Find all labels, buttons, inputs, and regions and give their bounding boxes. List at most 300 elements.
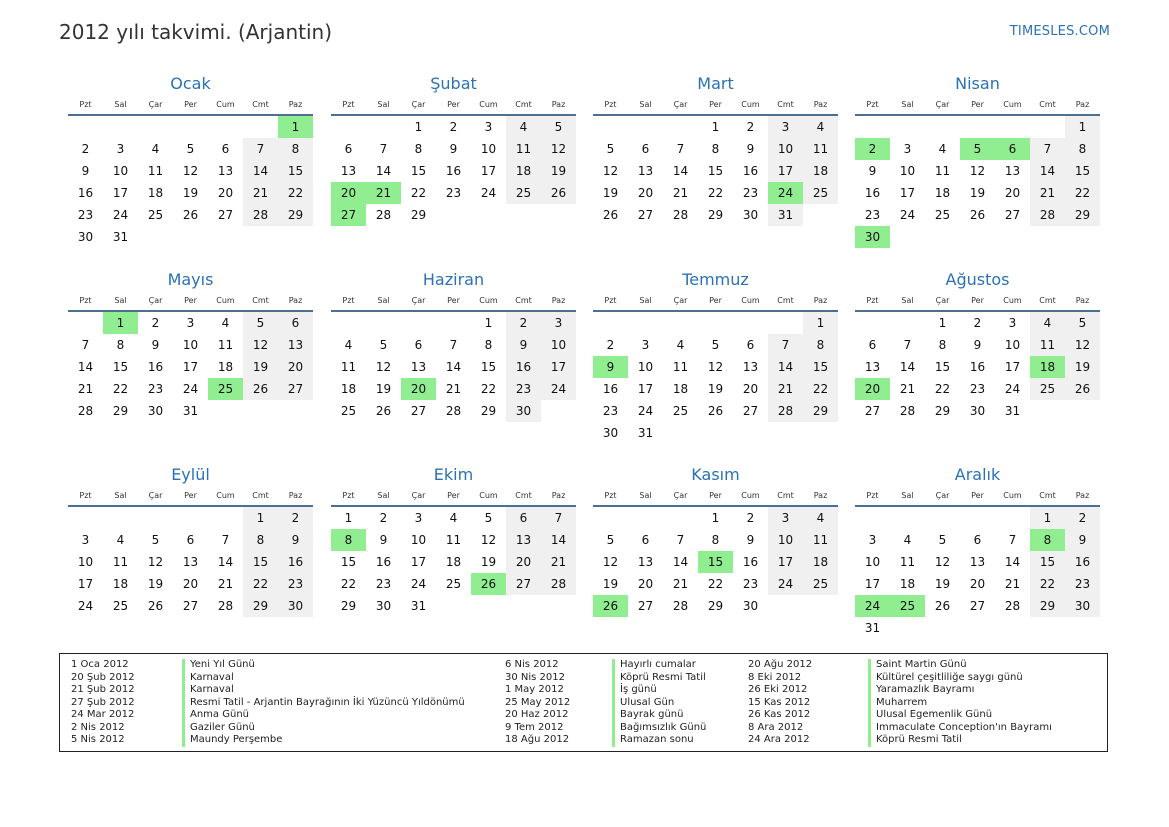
day-cell: 3 (81, 533, 90, 547)
day-cell: 29 (803, 400, 838, 422)
weekday-label: Pzt (866, 296, 879, 305)
day-cell: 4 (344, 338, 353, 352)
holiday-date: 27 Şub 2012 (71, 696, 135, 708)
day-cell: 13 (217, 164, 234, 178)
holiday-day-cell: 20 (401, 378, 436, 400)
empty-cell (243, 116, 278, 138)
holiday-day-cell: 2 (855, 138, 890, 160)
empty-cell (925, 116, 960, 138)
day-cell: 23 (506, 378, 541, 400)
holiday-date: 21 Şub 2012 (71, 684, 135, 695)
day-cell: 29 (278, 204, 313, 226)
day-cell: 21 (243, 182, 278, 204)
day-cell: 15 (803, 356, 838, 378)
empty-cell (995, 116, 1030, 138)
holiday-day-cell: 27 (331, 204, 366, 226)
day-cell: 19 (1065, 356, 1100, 378)
day-cell: 22 (112, 382, 129, 396)
day-cell: 9 (379, 533, 388, 547)
holiday-date: 30 Nis 2012 (505, 671, 565, 683)
day-cell: 27 (410, 404, 427, 418)
day-cell: 25 (147, 208, 164, 222)
holiday-day-cell: 15 (698, 551, 733, 573)
day-cell: 30 (969, 404, 986, 418)
day-cell: 8 (938, 338, 947, 352)
weekday-label: Sal (901, 100, 914, 109)
holiday-day-cell: 25 (890, 595, 925, 617)
day-cell: 15 (480, 360, 497, 374)
day-cell: 11 (445, 533, 462, 547)
weekday-label: Pzt (604, 296, 617, 305)
weekday-label: Sal (639, 491, 652, 500)
empty-cell (663, 312, 698, 334)
holiday-day-cell: 6 (995, 138, 1030, 160)
day-cell: 25 (112, 599, 129, 613)
day-cell: 18 (217, 360, 234, 374)
day-cell: 9 (506, 334, 541, 356)
empty-cell (593, 116, 628, 138)
day-cell: 19 (969, 186, 986, 200)
day-cell: 18 (445, 555, 462, 569)
holiday-day-cell: 1 (103, 312, 138, 334)
day-cell: 4 (506, 116, 541, 138)
day-cell: 9 (81, 164, 90, 178)
day-cell: 5 (186, 142, 195, 156)
weekday-header (855, 487, 1100, 504)
weekday-label: Sal (114, 491, 127, 500)
holiday-date: 20 Ağu 2012 (748, 659, 813, 670)
day-cell: 22 (480, 382, 497, 396)
empty-cell (890, 507, 925, 529)
day-cell: 8 (711, 533, 720, 547)
day-cell: 17 (480, 164, 497, 178)
day-cell: 16 (742, 555, 759, 569)
day-cell: 7 (379, 142, 388, 156)
empty-cell (960, 507, 995, 529)
holiday-name: Ulusal Gün (620, 696, 675, 708)
holiday-name: Saint Martin Günü (876, 659, 967, 670)
day-cell: 12 (602, 555, 619, 569)
month-2 (331, 73, 576, 226)
day-cell: 21 (445, 382, 462, 396)
weekday-label: Cmt (777, 491, 794, 500)
month-name: Mart (697, 74, 734, 93)
holiday-name: Hayırlı cumalar (620, 659, 696, 670)
day-cell: 7 (903, 338, 912, 352)
day-cell: 3 (641, 338, 650, 352)
day-cell: 26 (1065, 378, 1100, 400)
day-cell: 1 (938, 316, 947, 330)
holiday-name: Anma Günü (190, 709, 249, 720)
weekday-header (593, 487, 838, 504)
holiday-name: Karnaval (190, 671, 234, 683)
weekday-label: Cum (1003, 491, 1022, 500)
day-cell: 15 (340, 555, 357, 569)
day-cell: 22 (934, 382, 951, 396)
empty-cell (138, 116, 173, 138)
day-cell: 22 (278, 182, 313, 204)
weekday-label: Çar (411, 100, 426, 109)
day-cell: 23 (742, 577, 759, 591)
day-cell: 7 (676, 142, 685, 156)
weekday-label: Cmt (777, 296, 794, 305)
weekday-label: Çar (411, 491, 426, 500)
day-grid (68, 310, 313, 422)
day-cell: 6 (641, 142, 650, 156)
weekday-label: Çar (935, 491, 950, 500)
weekday-label: Per (709, 296, 722, 305)
empty-cell (331, 116, 366, 138)
day-grid (855, 310, 1100, 422)
weekday-header (331, 292, 576, 309)
day-cell: 16 (375, 555, 392, 569)
day-cell: 16 (602, 382, 619, 396)
empty-cell (208, 116, 243, 138)
day-cell: 29 (243, 595, 278, 617)
day-cell: 14 (445, 360, 462, 374)
day-cell: 30 (77, 230, 94, 244)
day-cell: 19 (602, 577, 619, 591)
weekday-header (855, 292, 1100, 309)
day-cell: 29 (1030, 595, 1065, 617)
day-cell: 4 (449, 511, 458, 525)
weekday-label: Pzt (604, 100, 617, 109)
day-cell: 22 (243, 573, 278, 595)
day-cell: 6 (414, 338, 423, 352)
weekday-label: Sal (901, 296, 914, 305)
weekday-label: Paz (813, 100, 828, 109)
day-cell: 4 (116, 533, 125, 547)
empty-cell (960, 116, 995, 138)
day-cell: 7 (1030, 138, 1065, 160)
day-cell: 17 (541, 356, 576, 378)
day-cell: 16 (147, 360, 164, 374)
weekday-label: Çar (411, 296, 426, 305)
day-cell: 2 (606, 338, 615, 352)
day-cell: 11 (147, 164, 164, 178)
weekday-label: Cum (216, 296, 235, 305)
day-cell: 9 (278, 529, 313, 551)
day-cell: 3 (116, 142, 125, 156)
weekday-label: Pzt (342, 296, 355, 305)
day-cell: 11 (899, 555, 916, 569)
site-link[interactable]: TIMESLES.COM (1009, 24, 1110, 39)
day-cell: 8 (243, 529, 278, 551)
weekday-label: Pzt (866, 100, 879, 109)
empty-cell (68, 507, 103, 529)
day-cell: 20 (217, 186, 234, 200)
day-cell: 13 (637, 555, 654, 569)
holiday-date: 2 Nis 2012 (71, 721, 125, 733)
day-cell: 31 (637, 426, 654, 440)
day-cell: 26 (707, 404, 724, 418)
day-cell: 6 (221, 142, 230, 156)
day-cell: 2 (746, 120, 755, 134)
empty-cell (855, 507, 890, 529)
day-cell: 11 (506, 138, 541, 160)
day-cell: 28 (217, 599, 234, 613)
holiday-name: İş günü (620, 684, 657, 695)
day-cell: 12 (1065, 334, 1100, 356)
day-cell: 15 (410, 164, 427, 178)
day-cell: 16 (864, 186, 881, 200)
day-cell: 30 (506, 400, 541, 422)
day-cell: 7 (1008, 533, 1017, 547)
weekday-label: Paz (813, 491, 828, 500)
weekday-label: Cum (216, 100, 235, 109)
day-cell: 17 (112, 186, 129, 200)
day-cell: 29 (112, 404, 129, 418)
day-cell: 17 (77, 577, 94, 591)
holiday-day-cell: 18 (1030, 356, 1065, 378)
day-cell: 9 (868, 164, 877, 178)
month-11 (593, 464, 838, 617)
month-name: Şubat (430, 74, 477, 93)
month-name: Haziran (422, 270, 485, 289)
weekday-header (68, 96, 313, 113)
day-cell: 18 (147, 186, 164, 200)
day-cell: 12 (147, 555, 164, 569)
day-cell: 18 (803, 160, 838, 182)
holiday-day-cell: 9 (593, 356, 628, 378)
weekday-label: Cmt (1039, 296, 1056, 305)
page-title: 2012 yılı takvimi. (Arjantin) (59, 20, 333, 44)
day-cell: 12 (375, 360, 392, 374)
day-cell: 28 (375, 208, 392, 222)
holiday-date: 6 Nis 2012 (505, 659, 559, 670)
weekday-label: Paz (288, 296, 303, 305)
month-1 (68, 73, 313, 248)
holiday-name: Maundy Perşembe (190, 734, 283, 745)
day-cell: 27 (969, 599, 986, 613)
weekday-label: Sal (901, 491, 914, 500)
day-cell: 19 (375, 382, 392, 396)
day-cell: 19 (707, 382, 724, 396)
day-cell: 18 (803, 551, 838, 573)
day-cell: 21 (77, 382, 94, 396)
empty-cell (1030, 116, 1065, 138)
day-cell: 3 (484, 120, 493, 134)
holiday-names-column (612, 659, 706, 747)
holiday-name: Köprü Resmi Tatil (620, 671, 706, 683)
day-cell: 19 (602, 186, 619, 200)
weekday-label: Çar (148, 491, 163, 500)
day-cell: 30 (1065, 595, 1100, 617)
day-cell: 26 (602, 208, 619, 222)
day-cell: 6 (868, 338, 877, 352)
day-cell: 18 (899, 577, 916, 591)
day-cell: 17 (864, 577, 881, 591)
holiday-date: 8 Ara 2012 (748, 721, 804, 733)
day-cell: 8 (803, 334, 838, 356)
day-cell: 3 (1008, 316, 1017, 330)
day-cell: 25 (340, 404, 357, 418)
day-cell: 10 (112, 164, 129, 178)
day-cell: 1 (484, 316, 493, 330)
day-grid (593, 114, 838, 226)
holiday-name: Immaculate Conception'ın Bayramı (876, 721, 1052, 733)
day-cell: 11 (934, 164, 951, 178)
day-cell: 16 (742, 164, 759, 178)
day-cell: 17 (637, 382, 654, 396)
day-cell: 24 (112, 208, 129, 222)
day-cell: 15 (934, 360, 951, 374)
month-3 (593, 73, 838, 226)
day-cell: 24 (899, 208, 916, 222)
empty-cell (663, 116, 698, 138)
holiday-names-column (182, 659, 465, 747)
day-cell: 10 (1004, 338, 1021, 352)
weekday-label: Cum (1003, 100, 1022, 109)
weekday-header (855, 96, 1100, 113)
day-cell: 15 (243, 551, 278, 573)
holiday-name: Karnaval (190, 684, 234, 695)
weekday-label: Cmt (252, 491, 269, 500)
holiday-date: 1 May 2012 (505, 684, 564, 695)
day-cell: 12 (934, 555, 951, 569)
day-cell: 1 (803, 312, 838, 334)
month-name: Aralık (954, 465, 1001, 484)
empty-cell (855, 312, 890, 334)
empty-cell (366, 116, 401, 138)
day-cell: 3 (768, 507, 803, 529)
day-cell: 6 (344, 142, 353, 156)
day-cell: 24 (77, 599, 94, 613)
day-cell: 28 (672, 208, 689, 222)
empty-cell (436, 312, 471, 334)
weekday-label: Cmt (1039, 100, 1056, 109)
day-cell: 3 (186, 316, 195, 330)
day-cell: 1 (243, 507, 278, 529)
day-cell: 27 (637, 599, 654, 613)
holiday-name: Ulusal Egemenlik Günü (876, 709, 993, 720)
day-cell: 21 (1030, 182, 1065, 204)
holiday-dates-column (748, 659, 812, 747)
month-name: Nisan (955, 74, 1000, 93)
day-cell: 3 (541, 312, 576, 334)
weekday-label: Per (447, 100, 460, 109)
day-cell: 12 (541, 138, 576, 160)
day-cell: 2 (973, 316, 982, 330)
day-cell: 31 (182, 404, 199, 418)
month-name: Ağustos (945, 270, 1010, 289)
weekday-label: Pzt (604, 491, 617, 500)
day-cell: 14 (243, 160, 278, 182)
day-cell: 1 (1030, 507, 1065, 529)
day-cell: 2 (746, 511, 755, 525)
day-cell: 16 (506, 356, 541, 378)
day-cell: 6 (641, 533, 650, 547)
day-cell: 2 (1065, 507, 1100, 529)
day-cell: 21 (672, 186, 689, 200)
empty-cell (768, 312, 803, 334)
day-cell: 3 (903, 142, 912, 156)
day-cell: 6 (186, 533, 195, 547)
empty-cell (593, 312, 628, 334)
day-cell: 29 (934, 404, 951, 418)
day-cell: 20 (1004, 186, 1021, 200)
day-cell: 19 (480, 555, 497, 569)
day-cell: 5 (938, 533, 947, 547)
day-cell: 10 (899, 164, 916, 178)
day-cell: 14 (217, 555, 234, 569)
day-cell: 14 (1030, 160, 1065, 182)
day-cell: 6 (506, 507, 541, 529)
day-grid (68, 505, 313, 617)
month-4 (855, 73, 1100, 248)
holiday-names-column (868, 659, 1052, 747)
day-cell: 14 (899, 360, 916, 374)
day-cell: 25 (445, 577, 462, 591)
day-cell: 29 (1065, 204, 1100, 226)
weekday-label: Pzt (79, 491, 92, 500)
day-cell: 28 (1004, 599, 1021, 613)
weekday-header (593, 96, 838, 113)
day-cell: 4 (903, 533, 912, 547)
day-cell: 20 (506, 551, 541, 573)
day-cell: 1 (711, 511, 720, 525)
day-cell: 18 (112, 577, 129, 591)
day-cell: 30 (602, 426, 619, 440)
weekday-label: Paz (288, 100, 303, 109)
day-cell: 2 (506, 312, 541, 334)
day-cell: 10 (182, 338, 199, 352)
day-cell: 2 (449, 120, 458, 134)
month-6 (331, 269, 576, 422)
day-cell: 3 (868, 533, 877, 547)
day-cell: 12 (969, 164, 986, 178)
weekday-label: Cum (741, 491, 760, 500)
holiday-day-cell: 24 (768, 182, 803, 204)
day-cell: 10 (77, 555, 94, 569)
day-cell: 11 (672, 360, 689, 374)
empty-cell (331, 312, 366, 334)
month-12 (855, 464, 1100, 639)
weekday-label: Çar (673, 100, 688, 109)
day-cell: 13 (864, 360, 881, 374)
month-name: Eylül (171, 465, 210, 484)
day-cell: 15 (112, 360, 129, 374)
day-cell: 4 (1030, 312, 1065, 334)
weekday-label: Cum (741, 296, 760, 305)
day-cell: 10 (410, 533, 427, 547)
empty-cell (995, 507, 1030, 529)
day-cell: 28 (243, 204, 278, 226)
day-cell: 10 (541, 334, 576, 356)
day-cell: 9 (449, 142, 458, 156)
day-cell: 14 (77, 360, 94, 374)
day-cell: 5 (379, 338, 388, 352)
day-cell: 27 (506, 573, 541, 595)
holiday-date: 9 Tem 2012 (505, 721, 564, 733)
day-cell: 24 (768, 573, 803, 595)
day-cell: 16 (969, 360, 986, 374)
day-cell: 16 (278, 551, 313, 573)
month-8 (855, 269, 1100, 422)
day-cell: 14 (541, 529, 576, 551)
weekday-label: Cmt (515, 491, 532, 500)
day-cell: 22 (707, 186, 724, 200)
day-cell: 28 (672, 599, 689, 613)
day-cell: 17 (899, 186, 916, 200)
day-cell: 1 (711, 120, 720, 134)
day-cell: 11 (112, 555, 129, 569)
holiday-day-cell: 24 (855, 595, 890, 617)
weekday-label: Per (447, 491, 460, 500)
month-name: Ekim (433, 465, 474, 484)
day-cell: 26 (243, 378, 278, 400)
weekday-header (68, 292, 313, 309)
